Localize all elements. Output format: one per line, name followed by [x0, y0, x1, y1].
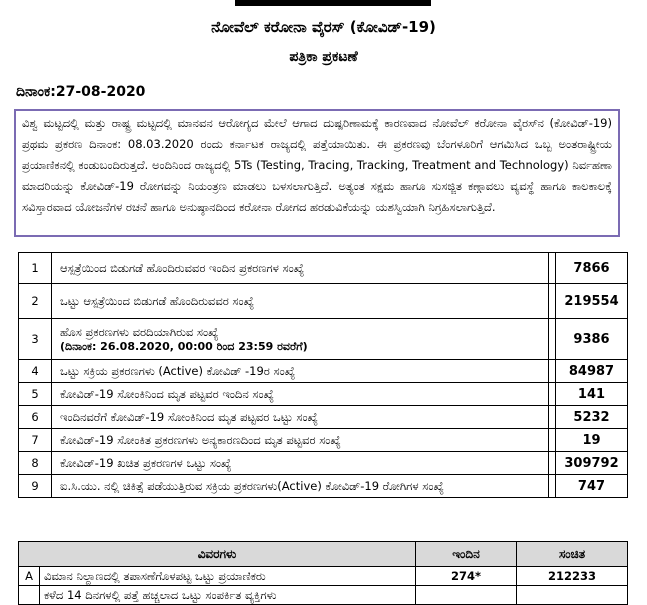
row-value: 5232 [556, 406, 628, 429]
details-header-cumulative: ಸಂಚಿತ [517, 542, 628, 567]
row-separator [549, 429, 556, 452]
details-row-cumulative [517, 586, 628, 605]
row-value: 84987 [556, 360, 628, 383]
row-description [52, 253, 549, 284]
row-value: 219554 [556, 284, 628, 319]
row-number: 2 [19, 284, 52, 319]
details-header-today: ಇಂದಿನ [416, 542, 517, 567]
page-title: ನೋವೆಲ್ ಕರೋನಾ ವೈರಸ್ (ಕೋವಿಡ್-19) [211, 18, 436, 36]
row-description [52, 452, 549, 475]
row-number: 3 [19, 319, 52, 360]
row-value: 309792 [556, 452, 628, 475]
row-description-text: ಐ.ಸಿ.ಯು. ನಲ್ಲಿ ಚಿಕಿತ್ಸೆ ಪಡೆಯುತ್ತಿರುವ ಸಕ್ರಿಯ ಪ್ರಕರಣಗಳು(Active) ಕೋವಿಡ್-19 ರೋಗಿಗಳ ಸಂಖ್ಯೆ [60, 478, 444, 493]
page-subtitle: ಪತ್ರಿಕಾ ಪ್ರಕಟಣೆ [289, 49, 358, 65]
details-row-id: A [19, 567, 40, 586]
stats-row [19, 360, 628, 383]
row-number: 8 [19, 452, 52, 475]
row-number: 1 [19, 253, 52, 284]
stats-row [19, 452, 628, 475]
row-description-text: ಹೊಸ ಪ್ರಕರಣಗಳು ವರದಿಯಾಗಿರುವ ಸಂಖ್ಯೆ [60, 324, 219, 339]
row-description [52, 360, 549, 383]
row-description [52, 429, 549, 452]
row-description [52, 383, 549, 406]
row-separator [549, 284, 556, 319]
row-separator [549, 452, 556, 475]
details-row-description: ವಿಮಾನ ನಿಲ್ದಾಣದಲ್ಲಿ ತಪಾಸಣೆಗೊಳಪಟ್ಟ ಒಟ್ಟು ಪ್ರಯಾಣಿಕರು [40, 567, 416, 586]
row-number: 5 [19, 383, 52, 406]
stats-row [19, 406, 628, 429]
details-table [18, 541, 628, 605]
details-row-id [19, 586, 40, 605]
row-value: 19 [556, 429, 628, 452]
details-row-today: 274* [416, 567, 517, 586]
row-number: 6 [19, 406, 52, 429]
row-separator [549, 475, 556, 498]
row-separator [549, 319, 556, 360]
row-description [52, 475, 549, 498]
row-separator [549, 253, 556, 284]
stats-table [18, 252, 628, 498]
top-rule [235, 0, 431, 6]
row-description [52, 284, 549, 319]
row-value: 7866 [556, 253, 628, 284]
stats-row [19, 429, 628, 452]
row-description-text: ಒಟ್ಟು ಸಕ್ರಿಯ ಪ್ರಕರಣಗಳು (Active) ಕೋವಿಡ್ -19ರ ಸಂಖ್ಯೆ [60, 363, 296, 378]
bulletin-date: ದಿನಾಂಕ:27-08-2020 [16, 84, 146, 100]
row-separator [549, 360, 556, 383]
row-number: 7 [19, 429, 52, 452]
intro-paragraph: ವಿಶ್ವ ಮಟ್ಟದಲ್ಲಿ ಮತ್ತು ರಾಷ್ಟ್ರ ಮಟ್ಟದಲ್ಲಿ ಮಾನವನ ಆರೋಗ್ಯದ ಮೇಲೆ ಆಗಾದ ದುಷ್ಪರಿಣಾಮಕ್ಕೆ ಕಾರಣವಾದ ನೋವೆಲ್ ಕರೋನಾ ವೈರಸ್‍ನ (ಕೋವಿಡ್-19) ಪ್ರಥಮ ಪ್ರಕರಣ ದಿನಾಂಕ: 08.03.2020 ರಂದು ಕರ್ನಾಟಕ ರಾಜ್ಯದಲ್ಲಿ ಪತ್ತೆಯಾಯಿತು. ಈ ಪ್ರಕರಣವು ಬೆಂಗಳೂರಿಗೆ ಆಗಮಿಸಿದ ಒಬ್ಬ ಅಂತರಾಷ್ಟ್ರೀಯ ಪ್ರಯಾಣಿಕನಲ್ಲಿ ಕಂಡುಬಂದಿರುತ್ತದೆ. ಅಂದಿನಿಂದ ರಾಜ್ಯದಲ್ಲಿ 5Ts (Testing, Tracing, Tracking, Treatment and Technology) ನಿರ್ವಹಣಾ ಮಾದರಿಯನ್ನು ಕೋವಿಡ್-19 ರೋಗವನ್ನು ನಿಯಂತ್ರಣ ಮಾಡಲು ಬಳಸಲಾಗುತ್ತಿದೆ. ಅತ್ಯಂತ ಸಕ್ಷಮ ಹಾಗೂ ಸುಸಜ್ಜಿತ ಕಣ್ಗಾವಲು ವ್ಯವಸ್ಥೆ ಹಾಗೂ ಕಾಲಕಾಲಕ್ಕೆ ಸವಿಸ್ತಾರವಾದ ಯೋಜನೆಗಳ ರಚನೆ ಹಾಗೂ ಅನುಷ್ಠಾನದಿಂದ ಕರೋನಾ ರೋಗದ ಹರಡುವಿಕೆಯನ್ನು ಯಶಸ್ವಿಯಾಗಿ ನಿಗ್ರಹಿಸಲಾಗುತ್ತಿದೆ. [14, 109, 620, 237]
row-value: 141 [556, 383, 628, 406]
row-description-text: ಒಟ್ಟು ಆಸ್ಪತ್ರೆಯಿಂದ ಬಿಡುಗಡೆ ಹೊಂದಿರುವವರ ಸಂಖ್ಯೆ [60, 293, 255, 308]
row-value: 9386 [556, 319, 628, 360]
stats-row [19, 253, 628, 284]
stats-row [19, 284, 628, 319]
row-separator [549, 406, 556, 429]
details-row-description: ಕಳೆದ 14 ದಿನಗಳಲ್ಲಿ ಪತ್ತೆ ಹಚ್ಚಲಾದ ಒಟ್ಟು ಸಂಪರ್ಕಿತ ವ್ಯಕ್ತಿಗಳು [40, 586, 416, 605]
details-header-description: ವಿವರಗಳು [19, 542, 416, 567]
row-separator [549, 383, 556, 406]
stats-row [19, 475, 628, 498]
stats-row [19, 319, 628, 360]
row-description [52, 406, 549, 429]
row-description-text: ಆಸ್ಪತ್ರೆಯಿಂದ ಬಿಡುಗಡೆ ಹೊಂದಿರುವವರ ಇಂದಿನ ಪ್ರಕರಣಗಳ ಸಂಖ್ಯೆ [60, 260, 305, 275]
row-description-text: ಕೋವಿಡ್-19 ಸೋಂಕಿನಿಂದ ಮೃತ ಪಟ್ಟವರ ಇಂದಿನ ಸಂಖ್ಯೆ [60, 386, 274, 401]
details-row-today [416, 586, 517, 605]
details-row-cumulative: 212233 [517, 567, 628, 586]
details-row [19, 586, 628, 605]
row-description [52, 319, 549, 360]
row-description-text: ಕೋವಿಡ್-19 ಸೋಂಕಿತ ಪ್ರಕರಣಗಳು ಅನ್ಯಕಾರಣದಿಂದ ಮೃತ ಪಟ್ಟವರ ಸಂಖ್ಯೆ [60, 432, 341, 447]
row-number: 9 [19, 475, 52, 498]
row-value: 747 [556, 475, 628, 498]
row-description-note: (ದಿನಾಂಕ: 26.08.2020, 00:00 ರಿಂದ 23:59 ರವರೆಗೆ) [60, 339, 308, 353]
details-row [19, 567, 628, 586]
stats-row [19, 383, 628, 406]
row-number: 4 [19, 360, 52, 383]
row-description-text: ಇಂದಿನವರೆಗೆ ಕೋವಿಡ್-19 ಸೋಂಕಿನಿಂದ ಮೃತ ಪಟ್ಟವರ ಒಟ್ಟು ಸಂಖ್ಯೆ [60, 409, 318, 424]
row-description-text: ಕೋವಿಡ್-19 ಖಚಿತ ಪ್ರಕರಣಗಳ ಒಟ್ಟು ಸಂಖ್ಯೆ [60, 455, 232, 470]
